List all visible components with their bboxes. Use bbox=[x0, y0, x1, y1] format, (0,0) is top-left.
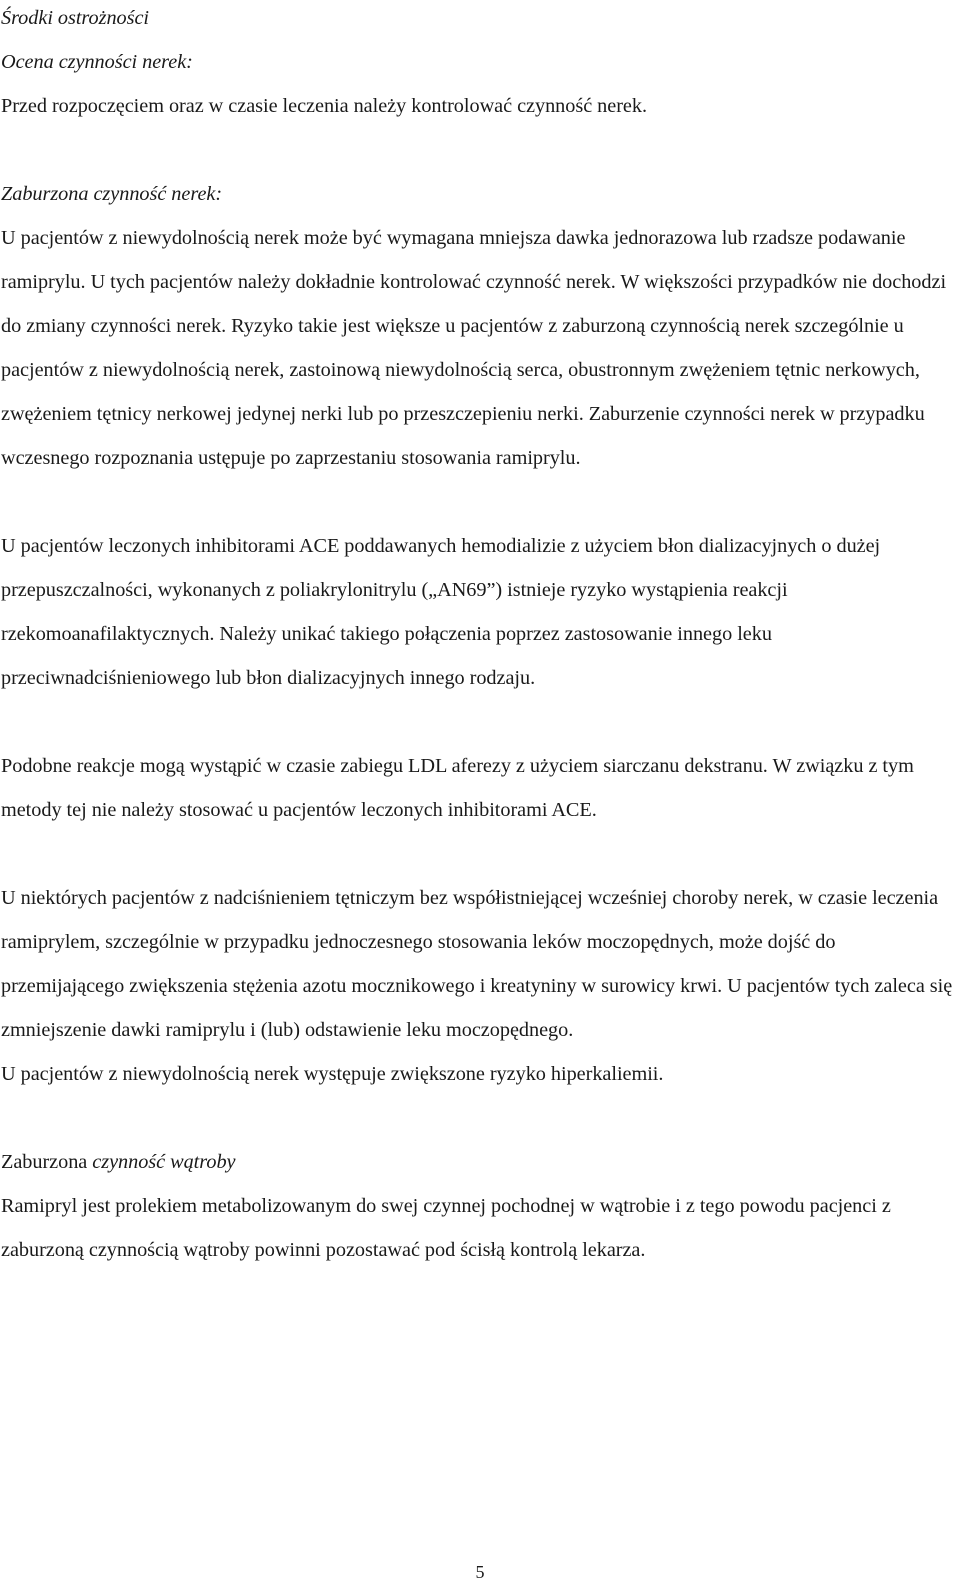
page-number: 5 bbox=[475, 1562, 485, 1582]
renal-impairment-paragraph-1: U pacjentów z niewydolnością nerek może być wymagana mniejsza dawka jednorazowa lub rzadsze podawanie ramiprylu. U tych pacjentów należy dokładnie kontrolować czynność nerek. W większości przypadków nie dochodzi do zmiany czynności nerek. Ryzyko takie jest większe u pacjentów z zaburzoną czynnością nerek szczególnie u pacjentów z niewydolnością nerek, zastoinową niewydolnością serca, obustronnym zwężeniem tętnic nerkowych, zwężeniem tętnicy nerkowej jedynej nerki lub po przeszczepieniu nerki. Zaburzenie czynności nerek w przypadku wczesnego rozpoznania ustępuje po zaprzestaniu stosowania ramiprylu. bbox=[1, 227, 947, 469]
spacer bbox=[1, 832, 959, 876]
spacer bbox=[1, 1096, 959, 1140]
hepatic-heading-normal: Zaburzona bbox=[1, 1151, 93, 1173]
renal-impairment-paragraph-4: U niektórych pacjentów z nadciśnieniem tętniczym bez współistniejącej wcześniej choroby nerek, w czasie leczenia ramiprylem, szczególnie w przypadku jednoczesnego stosowania leków moczopędnych, może dojść do przemijającego zwiększenia stężenia azotu mocznikowego i kreatyniny w surowicy krwi. U pacjentów tych zaleca się zmniejszenie dawki ramiprylu i (lub) odstawienie leku moczopędnego. bbox=[1, 887, 953, 1041]
spacer bbox=[1, 128, 959, 172]
renal-impairment-paragraph-2: U pacjentów leczonych inhibitorami ACE poddawanych hemodializie z użyciem błon dializacyjnych o dużej przepuszczalności, wykonanych z poliakrylonitrylu („AN69”) istnieje ryzyko wystąpienia reakcji rzekomoanafilaktycznych. Należy unikać takiego połączenia poprzez zastosowanie innego leku przeciwnadciśnieniowego lub błon dializacyjnych innego rodzaju. bbox=[1, 535, 881, 689]
spacer bbox=[1, 700, 959, 744]
section-title: Środki ostrożności bbox=[1, 7, 150, 29]
hepatic-impairment-heading bbox=[1, 1140, 959, 1184]
renal-impairment-heading: Zaburzona czynność nerek: bbox=[1, 183, 223, 205]
renal-assessment-heading: Ocena czynności nerek: bbox=[1, 51, 193, 73]
renal-assessment-text: Przed rozpoczęciem oraz w czasie leczenia należy kontrolować czynność nerek. bbox=[1, 95, 647, 117]
hepatic-heading-italic: czynność wątroby bbox=[92, 1151, 236, 1173]
hepatic-impairment-text: Ramipryl jest prolekiem metabolizowanym do swej czynnej pochodnej w wątrobie i z tego powodu pacjenci z zaburzoną czynnością wątroby powinni pozostawać pod ścisłą kontrolą lekarza. bbox=[1, 1195, 891, 1261]
renal-impairment-paragraph-3: Podobne reakcje mogą wystąpić w czasie zabiegu LDL aferezy z użyciem siarczanu dekstranu. W związku z tym metody tej nie należy stosować u pacjentów leczonych inhibitorami ACE. bbox=[1, 755, 914, 821]
renal-impairment-paragraph-5: U pacjentów z niewydolnością nerek występuje zwiększone ryzyko hiperkaliemii. bbox=[1, 1063, 664, 1085]
spacer bbox=[1, 480, 959, 524]
